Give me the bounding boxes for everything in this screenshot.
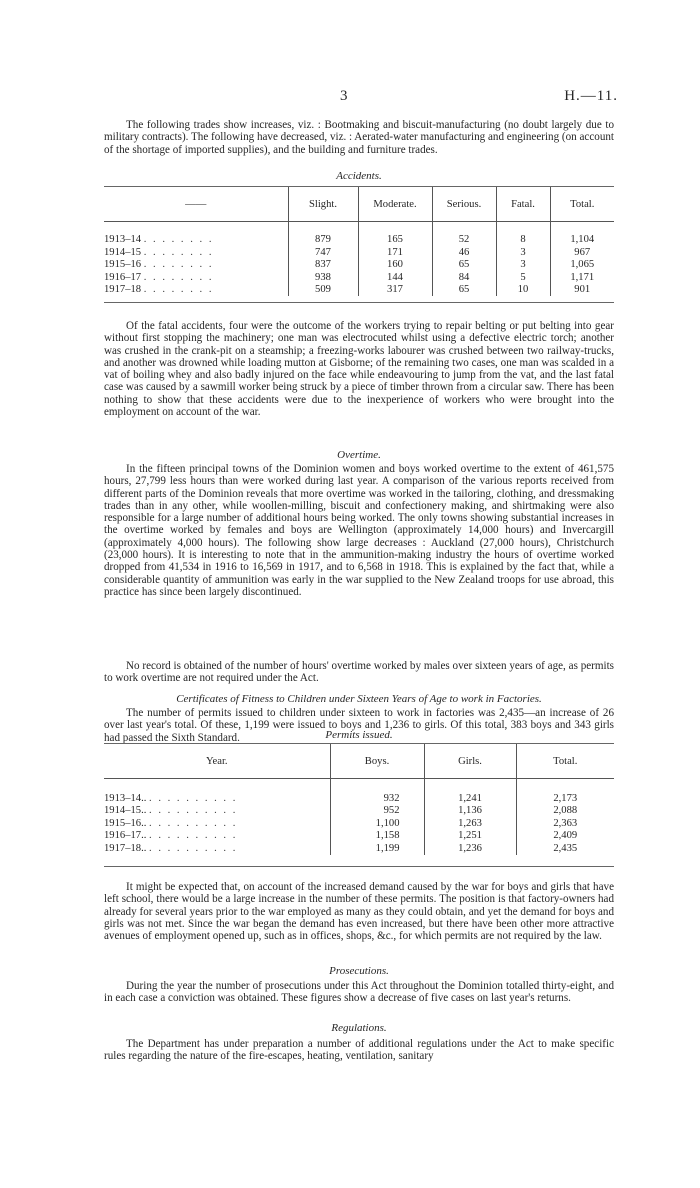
accidents-table-bottom-rule [104,302,614,303]
table-row [104,272,614,284]
year-cell: 1913–14 [104,234,142,246]
slight-cell: 938 [288,272,358,284]
page-number: 3 [340,88,348,104]
total-cell: 1,065 [550,259,614,271]
leader-dots: . . . . . . . . . . [149,817,238,829]
boys-cell: 1,199 [330,843,424,855]
overtime-paragraph: In the fifteen principal towns of the Dominion women and boys worked overtime to the extent of 461,575 hours, 27,799 less hours than were worked during last year. A comparison of the various reports received from different parts of the Dominion reveals that more overtime was worked in the tailoring, clothing, and dressmaking trades than in any other, while woollen-milling, biscuit and confectionery making, and shirtmaking were also responsible for a large number of additional hours being worked. The only towns showing substantial increases in the overtime worked by females and boys are Wellington (approximately 14,000 hours) and Invercargill (approximately 4,000 hours). The following show large decreases : Auckland (27,000 hours), Christchurch (23,000 hours). It is interesting to note that in the ammunition-making industry the hours of overtime worked dropped from 41,534 in 1916 to 16,569 in 1917, and to 6,568 in 1918. This is explained by the fact that, while a considerable quantity of ammunition was early in the war supplied to the New Zealand troops for use abroad, this practice has since been largely discontinued. [104,463,614,598]
moderate-cell: 160 [358,259,432,271]
total-cell: 901 [550,284,614,296]
year-cell: 1916–17.. [104,830,147,842]
permits-header-row [104,744,614,779]
year-cell: 1913–14.. [104,793,147,804]
year-cell: 1917–18.. [104,842,147,854]
permits-col-girls: Girls. [424,744,516,779]
fatal-cell: 3 [496,259,550,271]
moderate-cell: 165 [358,234,432,246]
overtime-males-paragraph: No record is obtained of the number of hours' overtime worked by males over sixteen years of age, as permits to work overtime are not required under the Act. [104,660,614,685]
fatal-accidents-paragraph: Of the fatal accidents, four were the outcome of the workers trying to repair belting or put belting into gear without first stopping the machinery; one man was electrocuted whilst using a defective electric torch; another was crushed in the crank-pit on a steamship; a freezing-works labourer was crushed between two railway-trucks, and another was drowned while loading mutton at Gisborne; of the remaining two cases, one man was scalded in a vat of boiling whey and also badly injured on the face while endeavouring to jump from the vat, and the last fatal case was caused by a sawmill worker being struck by a piece of timber thrown from a circular saw. There has been nothing to show that these accidents were due to the inexperience of workers who were brought into the employment on account of the war. [104,320,614,419]
girls-cell: 1,136 [424,805,516,817]
fatal-cell: 5 [496,272,550,284]
table-row [104,843,614,855]
intro-paragraph: The following trades show increases, viz. : Bootmaking and biscuit-manufacturing (no doubt largely due to military contracts). The following have decreased, viz. : Aerated-water manufacturing and engineering (on account of the shortage of imported supplies), and the building and furniture trades. [104,119,614,156]
leader-dots: . . . . . . . . . . [149,842,238,854]
permits-col-year: Year. [104,744,330,779]
table-row [104,284,614,296]
table-row [104,247,614,259]
moderate-cell: 317 [358,284,432,296]
serious-cell: 46 [432,247,496,259]
table-row [104,805,614,817]
moderate-cell: 144 [358,272,432,284]
permits-heading: Permits issued. [325,729,393,741]
leader-dots: . . . . . . . . . . [149,805,238,817]
certificates-heading: Certificates of Fitness to Children under Sixteen Years of Age to work in Factories. [176,693,542,705]
accidents-col-serious: Serious. [432,187,496,222]
overtime-heading: Overtime. [337,449,381,461]
table-row [104,830,614,842]
girls-cell: 1,236 [424,843,516,855]
accidents-header-row [104,187,614,222]
leader-dots: . . . . . . . . [143,234,214,246]
page-header [0,88,700,108]
year-cell: 1917–18 [104,284,142,296]
accidents-heading: Accidents. [336,170,382,182]
moderate-cell: 171 [358,247,432,259]
permits-table-bottom-rule [104,866,614,867]
year-cell: 1914–15.. [104,805,147,817]
regulations-heading: Regulations. [331,1022,387,1034]
fatal-cell: 8 [496,234,550,246]
total-cell: 2,363 [516,818,614,830]
accidents-col-slight: Slight. [288,187,358,222]
leader-dots: . . . . . . . . [143,259,214,271]
year-cell: 1914–15 [104,246,142,258]
serious-cell: 65 [432,259,496,271]
total-cell: 967 [550,247,614,259]
slight-cell: 837 [288,259,358,271]
table-row [104,793,614,805]
leader-dots: . . . . . . . . [143,271,214,283]
total-cell: 2,409 [516,830,614,842]
table-row [104,234,614,246]
slight-cell: 747 [288,247,358,259]
accidents-col-moderate: Moderate. [358,187,432,222]
boys-cell: 1,100 [330,818,424,830]
certificates-paragraph: The number of permits issued to children under sixteen to work in factories was 2,435—an increase of 26 over last year's total. Of these, 1,199 were issued to boys and 1,236 to girls. Of this total, 383 boys and 343 girls had passed the Sixth Standard. [104,707,614,744]
girls-cell: 1,263 [424,818,516,830]
expected-paragraph: It might be expected that, on account of the increased demand caused by the war for boys and girls that have left school, there would be a large increase in the number of these permits. The position is that factory-owners had already for several years prior to the war employed as many as they could obtain, and yet the demand for boys and girls was not met. Since the war began the demand has even increased, but there have been other more attractive avenues of employment opened up, such as in offices, shops, &c., for which permits are not required by the law. [104,881,614,943]
total-cell: 1,171 [550,272,614,284]
leader-dots: . . . . . . . . . . [149,793,238,804]
year-cell: 1916–17 [104,271,142,283]
permits-col-boys: Boys. [330,744,424,779]
table-row [104,259,614,271]
accidents-table [104,187,614,296]
girls-cell: 1,241 [424,793,516,805]
boys-cell: 952 [330,805,424,817]
serious-cell: 84 [432,272,496,284]
leader-dots: . . . . . . . . [143,284,214,296]
boys-cell: 932 [330,793,424,805]
regulations-paragraph: The Department has under preparation a number of additional regulations under the Act to make specific rules regarding the nature of the fire-escapes, heating, ventilation, sanitary [104,1038,614,1063]
slight-cell: 879 [288,234,358,246]
fatal-cell: 3 [496,247,550,259]
accidents-col-fatal: Fatal. [496,187,550,222]
accidents-col-total: Total. [550,187,614,222]
boys-cell: 1,158 [330,830,424,842]
prosecutions-paragraph: During the year the number of prosecutions under this Act throughout the Dominion totalled thirty-eight, and in each case a conviction was obtained. These figures show a decrease of five cases on last year's returns. [104,980,614,1005]
total-cell: 2,435 [516,843,614,855]
permits-col-total: Total. [516,744,614,779]
table-row [104,818,614,830]
serious-cell: 52 [432,234,496,246]
total-cell: 1,104 [550,234,614,246]
serious-cell: 65 [432,284,496,296]
leader-dots: . . . . . . . . [143,246,214,258]
girls-cell: 1,251 [424,830,516,842]
leader-dots: . . . . . . . . . . [149,830,238,842]
permits-table [104,744,614,855]
fatal-cell: 10 [496,284,550,296]
accidents-col-blank: —— [104,187,288,222]
year-cell: 1915–16 [104,259,142,271]
slight-cell: 509 [288,284,358,296]
document-reference: H.—11. [564,88,618,104]
prosecutions-heading: Prosecutions. [329,965,389,977]
total-cell: 2,088 [516,805,614,817]
year-cell: 1915–16.. [104,817,147,829]
total-cell: 2,173 [516,793,614,805]
